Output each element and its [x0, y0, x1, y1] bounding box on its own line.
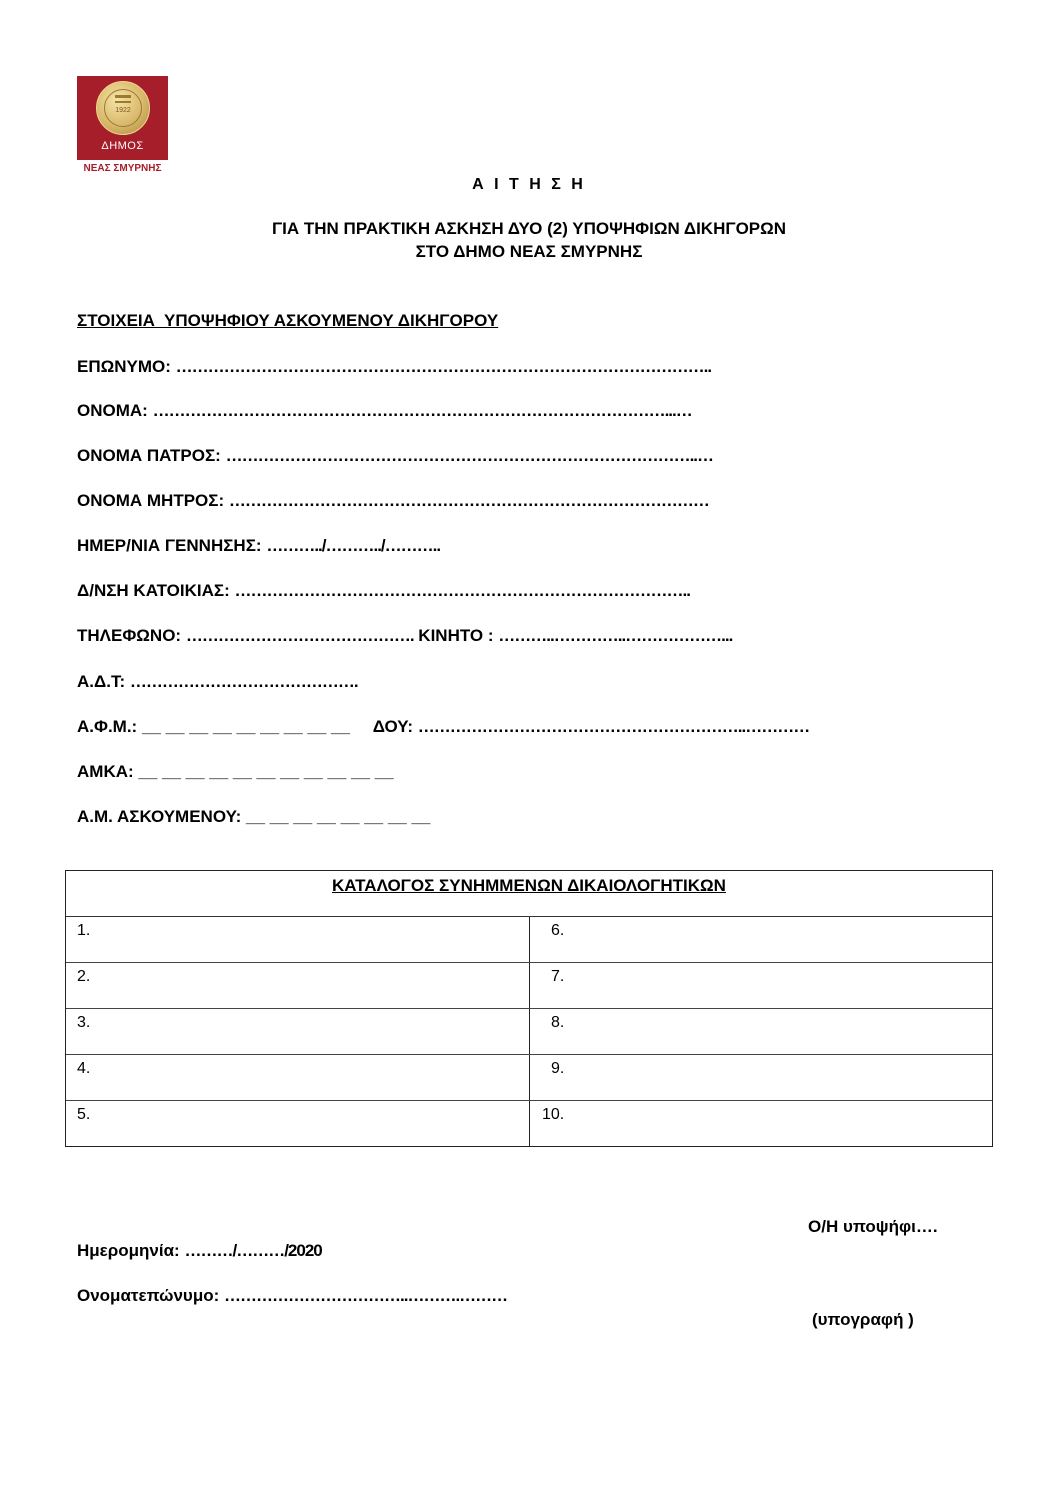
table-row	[66, 963, 992, 1009]
field-label: ΤΗΛΕΦΩΝΟ:	[77, 626, 182, 645]
field-label: ΟΝΟΜΑ ΠΑΤΡΟΣ:	[77, 446, 221, 465]
municipality-logo	[77, 76, 168, 176]
document-subtitle-line1: ΓΙΑ ΤΗΝ ΠΡΑΚΤΙΚΗ ΑΣΚΗΣΗ ΔΥΟ (2) ΥΠΟΨΗΦΙΩΝ ΔΙΚΗΓΟΡΩΝ	[271, 219, 787, 238]
field-blank[interactable]: __ __ __ __ __ __ __ __ __ __ __	[138, 762, 394, 781]
field-label: ΑΜΚΑ:	[77, 762, 134, 781]
field-mother-name[interactable]	[77, 490, 957, 512]
field-id-card[interactable]	[77, 671, 957, 693]
field-blank-mobile[interactable]: ………..…………..………………...	[498, 626, 733, 645]
field-label: ΕΠΩΝΥΜΟ:	[77, 357, 171, 376]
field-address[interactable]	[77, 580, 957, 602]
table-cell[interactable]: 6.	[551, 922, 565, 939]
field-blank[interactable]: ………………………………………………………………………………	[228, 491, 709, 510]
field-blank[interactable]: ……………………………………………………………………………………...…	[152, 401, 692, 420]
attachments-title: ΚΑΤΑΛΟΓΟΣ ΣΥΝΗΜΜΕΝΩΝ ΔΙΚΑΙΟΛΟΓΗΤΙΚΩΝ	[332, 876, 726, 895]
field-blank[interactable]: …………………………………….	[185, 626, 414, 645]
field-label: Α.Φ.Μ.:	[77, 717, 138, 736]
table-cell[interactable]: 2.	[77, 968, 91, 985]
field-blank[interactable]: …………………………………………………………………………..	[234, 581, 690, 600]
field-blank[interactable]: ……………………………………………………………………………..…	[225, 446, 714, 465]
field-label: ΟΝΟΜΑ ΜΗΤΡΟΣ:	[77, 491, 225, 510]
field-label: Δ/ΝΣΗ ΚΑΤΟΙΚΙΑΣ:	[77, 581, 230, 600]
medal-icon	[96, 81, 150, 135]
fullname-label: Ονοματεπώνυμο:	[77, 1286, 220, 1305]
field-label: Α.Μ. ΑΣΚΟΥΜΕΝΟΥ:	[77, 807, 242, 826]
table-cell[interactable]: 8.	[551, 1014, 565, 1031]
ionic-column-icon	[115, 95, 131, 103]
field-label-doy: ΔΟΥ:	[372, 717, 414, 736]
table-cell[interactable]: 7.	[551, 968, 565, 985]
field-tax-id[interactable]	[77, 716, 957, 738]
attachments-table-header	[66, 871, 992, 917]
field-label: ΗΜΕΡ/ΝΙΑ ΓΕΝΝΗΣΗΣ:	[77, 536, 262, 555]
table-row	[66, 1101, 992, 1147]
date-field[interactable]	[77, 1240, 322, 1262]
field-amka[interactable]	[77, 761, 957, 783]
fullname-field[interactable]	[77, 1285, 507, 1307]
field-label: ΟΝΟΜΑ:	[77, 401, 148, 420]
field-label-mobile: ΚΙΝΗΤΟ :	[418, 626, 494, 645]
attachments-table	[65, 870, 993, 1147]
field-surname[interactable]	[77, 356, 957, 378]
logo-year: 1922	[115, 107, 131, 114]
field-phone[interactable]	[77, 625, 957, 647]
table-row	[66, 1055, 992, 1101]
field-blank[interactable]: …………………………………….	[129, 672, 358, 691]
table-cell[interactable]: 9.	[551, 1060, 565, 1077]
table-cell[interactable]: 5.	[77, 1106, 91, 1123]
section-heading: ΣΤΟΙΧΕΙΑ ΥΠΟΨΗΦΙΟΥ ΑΣΚΟΥΜΕΝΟΥ ΔΙΚΗΓΟΡΟΥ	[77, 311, 499, 330]
signature-label: (υπογραφή )	[812, 1310, 914, 1329]
fullname-blank[interactable]: ……………………………..……….………	[224, 1286, 508, 1305]
table-row	[66, 1009, 992, 1055]
date-label: Ημερομηνία:	[77, 1241, 180, 1260]
field-father-name[interactable]	[77, 445, 957, 467]
field-blank-doy[interactable]: ……………………………………………………..…………	[417, 717, 810, 736]
logo-text-demos: ΔΗΜΟΣ	[101, 140, 144, 152]
date-blank[interactable]: ………/………/2020	[184, 1241, 322, 1260]
field-trainee-number[interactable]	[77, 806, 957, 828]
table-cell[interactable]: 10.	[542, 1106, 565, 1123]
field-label: Α.Δ.Τ:	[77, 672, 126, 691]
field-blank[interactable]: __ __ __ __ __ __ __ __	[246, 807, 431, 826]
field-blank[interactable]: ………………………………………………………………………………………..	[175, 357, 712, 376]
logo-text-nea-smyrni: ΝΕΑΣ ΣΜΥΡΝΗΣ	[83, 163, 162, 174]
logo-emblem	[77, 76, 168, 160]
field-blank[interactable]: ………../………../………..	[266, 536, 441, 555]
table-cell[interactable]: 1.	[77, 922, 91, 939]
document-subtitle-line2: ΣΤΟ ΔΗΜΟ ΝΕΑΣ ΣΜΥΡΝΗΣ	[415, 242, 643, 261]
document-title: Α Ι Τ Η Σ Η	[472, 176, 586, 193]
field-birthdate[interactable]	[77, 535, 957, 557]
field-blank[interactable]: __ __ __ __ __ __ __ __ __	[141, 717, 350, 736]
table-cell[interactable]: 3.	[77, 1014, 91, 1031]
field-name[interactable]	[77, 400, 957, 422]
candidate-label: Ο/Η υποψήφι….	[808, 1217, 938, 1236]
table-row	[66, 917, 992, 963]
table-cell[interactable]: 4.	[77, 1060, 91, 1077]
